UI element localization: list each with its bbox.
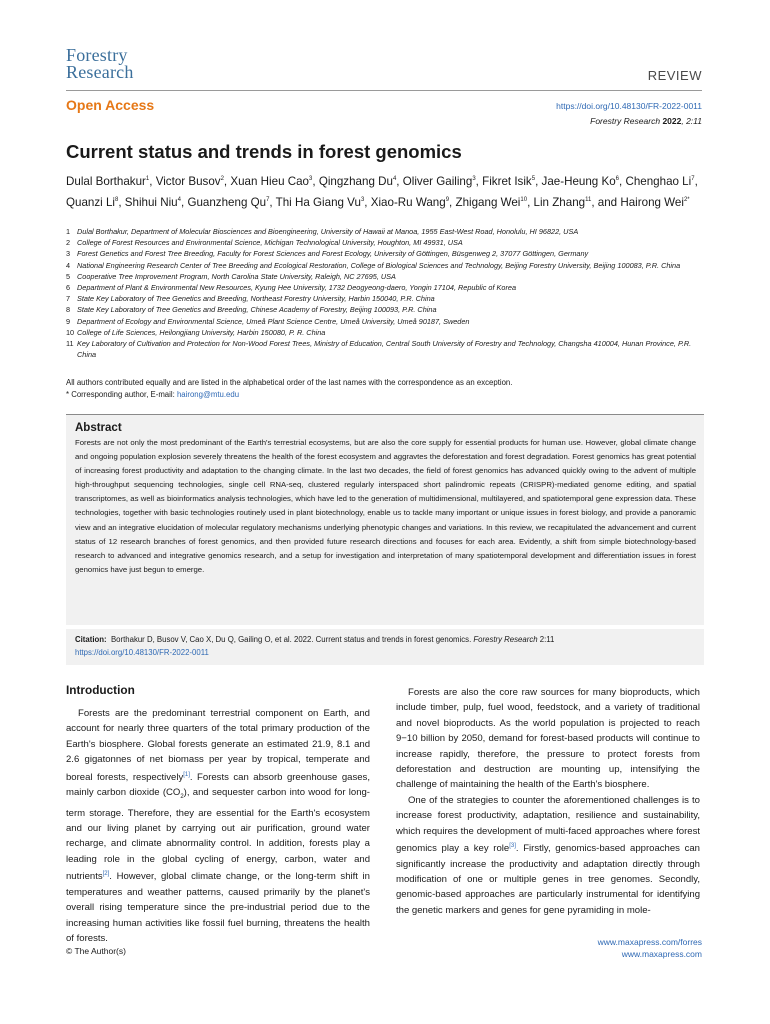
logo-line-1: Forestry [66,45,128,65]
author-notes [66,377,706,402]
author-name: Quanzi Li [66,195,115,209]
abstract-heading: Abstract [75,422,122,434]
introduction-paragraph-2: Forests are also the core raw sources for many bioproducts, which include timber, pulp, fuel wood, feedstock, and a variety of traditional and novel bioproducts. As the world population is projected to reach 9−10 billion by 2050, demand for forest-based products will continue to increase rapidly, therefore, the pressure to protect forests from deforestation and destruction are mounting up, intensifying the challenge of maintaining the health of the Earth's biosphere. [396,687,700,791]
copyright-notice: © The Author(s) [66,946,126,956]
author-name: Lin Zhang [533,195,586,209]
affiliation-text: College of Life Sciences, Heilongjiang University, Harbin 150080, P. R. China [77,327,326,337]
column-right [396,685,700,918]
author-affiliation-mark: 4 [392,176,397,182]
citation-volume: 2:11 [539,635,555,644]
affiliation-number: 1 [66,227,71,236]
citation-box [66,629,704,665]
open-access-label: Open Access [66,97,155,113]
affiliation-number: 7 [66,294,71,304]
author-name: Thi Ha Giang Vu [275,195,361,209]
affiliation-list [66,226,706,360]
citation-label: Citation: [75,635,107,644]
affiliation-item [66,271,706,282]
doi-link[interactable]: https://doi.org/10.48130/FR-2022-0011 [556,101,702,111]
affiliation-number: 4 [66,260,71,270]
author-name: Xiao-Ru Wang [370,195,446,209]
affiliation-number: 5 [66,271,71,281]
author-affiliation-mark: 3 [472,176,476,182]
logo-line-2: Research [66,62,134,82]
affiliation-text: Key Laboratory of Cultivation and Protection for Non-Wood Forest Trees, Ministry of Education, Central South University of Forestry and Technology, Changsha 410004, Hunan Province, P.R. China [77,339,692,360]
publisher-site-link[interactable]: www.maxapress.com [621,949,702,959]
author-affiliation-mark: 2 [220,176,224,182]
author-list: Dulal Borthakur$^1$, Victor Busov$^2$, Xuan Hieu Cao$^3$, Qingzhang Du$^4$, Oliver Gailing$^3$, Fikret Isik$^5$, Jae-Heung Ko$^6$, Chenghao Li$^7$, Quanzi Li$^8$, Shihui Niu$^4$, Guanzheng Qu$^7$, Thi Ha Giang Vu$^3$, Xiao-Ru Wang$^9$, Zhigang Wei$^{10}$, Lin Zhang$^{11}$, and Hairong Wei$^{2*}$ [66,174,698,209]
abstract-text: Forests are not only the most predominant of the Earth's terrestrial ecosystems, but are also the core supply for essential products for human use. However, global climate change and ongoing population explosion severely threatens the health of the forest ecosystem and aggravtes the deforestation and forest degradation. Forest genomics has great potential of increasing forest productivity and adaptation to the changing climate. In the last two decades, the field of forest genomics has advanced quickly owing to the advent of multiple high-throughput sequencing technologies, single cell RNA-seq, clustered regularly interspaced short palindromic repeats (CRISPR)-mediated genome editing, and spatial transcriptomes, as well as bioinformatics analysis technologies, which have led to the generation of multidimensional, multilayered, and spatiotemporal gene expression data. These technologies, together with basic technologies routinely used in plant biotechnology, enable us to tackle many important or unique issues in forest biology, and provide a panoramic view and an integrative elucidation of molecular regulatory mechanisms underlying phenotypic changes and variations. In this review, we recapitulated the advancement and current status of 12 research branches of forest genomics, and then provided future research directions and focuses for each area. Evidently, a shift from simple biotechnology-based research to advanced and integrative genomics research, and a setup for investigation and interpretation of many spatiotemporal development and differentiation issues in forest genomics have just begun to emerge. [75,438,696,574]
author-affiliation-mark: 8 [114,196,119,203]
affiliation-text: Cooperative Tree Improvement Program, North Carolina State University, Raleigh, NC 27695, USA [77,271,396,281]
author-affiliation-mark: 1 [145,176,150,182]
journal-site-link[interactable]: www.maxapress.com/forres [597,937,702,947]
affiliation-text: State Key Laboratory of Tree Genetics and Breeding, Northeast Forestry University, Harbin 150040, P.R. China [77,294,435,304]
affiliation-number: 6 [66,283,71,293]
journal-volume: , 2:11 [681,116,702,126]
text-run: . Forests can absorb greenhouse gases, mainly carbon dioxide (CO [66,771,370,799]
article-type-label: REVIEW [647,68,702,83]
affiliation-item [66,327,706,338]
text-run: One of the strategies to counter the aforementioned challenges is to increase forest productivity, adaptation, resilience and sustainability, which requires the development of multi-faced approaches where forest genomics play a key role [396,794,700,855]
affiliation-text: National Engineering Research Center of Tree Breeding and Ecological Restoration, College of Biological Sciences and Technology, Beijing Forestry University, Beijing 100083, P.R. China [77,260,681,270]
header-divider [66,90,702,91]
author-name: Guanzheng Qu [187,195,267,209]
affiliation-number: 2 [66,238,71,248]
introduction-heading: Introduction [66,683,135,697]
author-affiliation-mark: 3 [309,176,313,182]
introduction-paragraph-3 [396,793,700,918]
author-affiliation-mark: 2* [683,196,690,203]
journal-name: Forestry Research [590,116,661,126]
author-name: Shihui Niu [124,195,178,209]
author-name: Zhigang Wei [455,195,521,209]
footer-links [598,936,702,960]
affiliation-item [66,237,706,248]
author-name: Oliver Gailing [402,174,473,188]
author-affiliation-mark: 9 [445,196,450,203]
affiliation-item [66,260,706,271]
author-affiliation-mark: 7 [691,176,695,182]
author-name: Qingzhang Du [318,174,393,188]
affiliation-text: College of Forest Resources and Environmental Science, Michigan Technological University, Houghton, MI 49931, USA [77,238,463,248]
reference-3[interactable]: [3] [509,843,516,850]
article-title: Current status and trends in forest genomics [66,141,462,162]
affiliation-number: 9 [66,316,71,326]
text-run: . However, global climate change, or the long-term shift in temperatures and weather patterns, caused primarily by the planet's overall rising temperature since the pre-industrial period due to the increasing human activities like fossil fuel burning, threatens the health of forests. [66,871,370,944]
affiliation-text: Department of Ecology and Environmental Science, Umeå Plant Science Centre, Umeå University, Umeå 90187, Sweden [77,316,470,326]
journal-reference [590,116,702,126]
equal-contribution-note: All authors contributed equally and are listed in the alphabetical order of the last names with the correspondence as an exception. [66,378,513,387]
reference-2[interactable]: [2] [102,871,110,878]
author-name: Jae-Heung Ko [541,174,616,188]
corresponding-author-note [66,389,706,401]
affiliation-item [66,226,706,237]
column-left [66,679,370,946]
author-name: Xuan Hieu Cao [230,174,310,188]
reference-1[interactable]: [1] [183,771,190,778]
affiliation-text: State Key Laboratory of Tree Genetics and Breeding, Chinese Academy of Forestry, Beijing 100093, P.R. China [77,305,437,315]
author-affiliation-mark: 10 [520,196,528,203]
affiliation-number: 11 [66,339,74,349]
author-affiliation-mark: 5 [531,176,536,182]
affiliation-text: Forest Genetics and Forest Tree Breeding, Faculty for Forest Sciences and Forest Ecology, University of Göttingen, Büsgenweg 2, 37077 Göttingen, Germany [77,249,589,259]
affiliation-number: 3 [66,249,71,259]
author-affiliation-mark: 7 [266,196,270,203]
corresponding-prefix: * Corresponding author, E-mail: [66,390,177,400]
subscript: 2 [180,794,184,801]
affiliation-item [66,316,706,327]
affiliation-text: Dulal Borthakur, Department of Molecular Biosciences and Bioengineering, University of Hawaii at Manoa, 1955 East-West Road, Honolulu, HI 96822, USA [77,227,579,236]
affiliation-item [66,304,706,315]
author-affiliation-mark: 6 [615,176,619,182]
citation-journal: Forestry Research [473,635,538,644]
introduction-paragraph-1 [66,706,370,946]
author-name: Chenghao Li [625,174,692,188]
citation-doi-link[interactable]: https://doi.org/10.48130/FR-2022-0011 [75,648,209,657]
author-name: Victor Busov [155,174,221,188]
corresponding-email-link[interactable]: hairong@mtu.edu [176,390,240,400]
author-affiliation-mark: 3 [360,196,365,203]
abstract-box [66,414,704,625]
text-run: Forests are the predominant terrestrial component on Earth, and account for nearly three quarters of the total primary production of the Earth's biosphere. Global forests generate an estimated 21.9, 8.1 and 2.6 gigatonnes of net biomass per year by tropical, temperate and boreal forests, respectively [66,708,370,783]
author-affiliation-mark: 11 [585,196,592,203]
affiliation-number: 8 [66,305,71,315]
journal-logo [66,47,134,81]
citation-text: Borthakur D, Busov V, Cao X, Du Q, Gailing O, et al. 2022. Current status and trends in forest genomics. [110,635,472,644]
text-run: ), and sequester carbon into wood for long-term storage. Therefore, they are essential for the Earth's ecosystem and our living planet by carrying out air purification, ground water recharge, and climate abnormality control. In addition, forests play a leading role in the global cycling of energy, carbon, water and nutrients [66,787,370,883]
affiliation-item [66,282,706,293]
affiliation-text: Department of Plant & Environmental New Resources, Kyung Hee University, 1732 Deogyeong-daero, Yongin 17104, Republic of Korea [77,283,517,293]
text-run: . Firstly, genomics-based approaches can significantly increase the productivity and adaptation directly through modification of one or multiple genes in tree genomes. Secondly, genomic-based approaches are particularly instrumental for identifying the genetic markers and genes for gene pyramiding in mole- [396,843,700,916]
affiliation-item [66,248,706,259]
author-name: Fikret Isik [482,174,532,188]
author-affiliation-mark: 4 [177,196,181,203]
affiliation-item [66,338,706,360]
author-name: Hairong Wei [620,195,684,209]
author-name: Dulal Borthakur [66,174,146,188]
affiliation-item [66,293,706,304]
affiliation-number: 10 [66,327,75,337]
journal-year: 2022 [662,116,682,126]
